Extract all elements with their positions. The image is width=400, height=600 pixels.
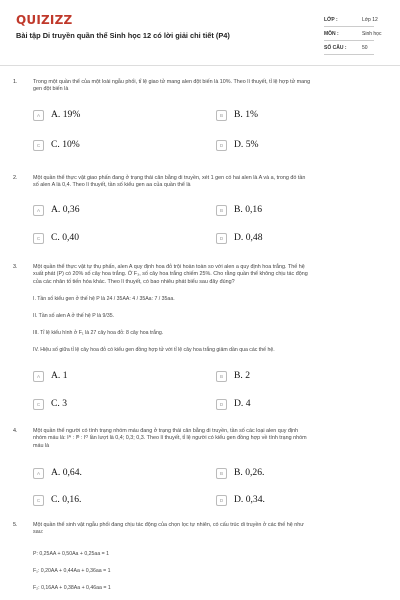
meta-class-label: LỚP :: [324, 17, 338, 23]
question-line: Một quần thể thực vật tự thụ phấn, alen A quy định hoa đỏ trội hoàn toàn so với alen a quy định hoa trắng. Thế hệ: [33, 264, 305, 270]
question-text: [33, 428, 385, 450]
question-number: 5.: [13, 522, 18, 528]
option-b-badge: B: [216, 371, 227, 382]
question-text: [33, 79, 385, 94]
question-line: nhóm máu là: Iᴬ : Iᴮ : Iᴼ lần lượt là 0,4; 0,3; 0,3. Theo lí thuyết, tỉ lệ người có kiểu gen đồng hợp về tính trạng nhóm: [33, 435, 307, 442]
question-line: xuất phát (P) có 20% số cây hoa trắng. Ở F₃, số cây hoa trắng chiếm 25%. Cho rằng quần thể không chịu tác động: [33, 271, 308, 278]
option-a[interactable]: [33, 109, 193, 123]
option-a-text: A. 1: [51, 370, 68, 381]
option-d[interactable]: [216, 494, 376, 508]
option-b-badge: B: [216, 110, 227, 121]
generation-f2: F₂: 0,16AA + 0,38Aa + 0,46aa = 1: [33, 585, 111, 591]
option-b-text: B. 0,16: [234, 204, 262, 215]
option-a[interactable]: [33, 467, 193, 481]
option-a-text: A. 19%: [51, 109, 81, 120]
option-c-text: C. 0,16.: [51, 494, 82, 505]
option-d-text: D. 4: [234, 398, 251, 409]
option-b-text: B. 0,26.: [234, 467, 265, 478]
option-d-badge: D: [216, 233, 227, 244]
option-d-badge: D: [216, 140, 227, 151]
meta-count-label: SỐ CÂU :: [324, 45, 347, 51]
statement-3: III. Tỉ lệ kiểu hình ở F₁ là 27 cây hoa đỏ: 8 cây hoa trắng.: [33, 330, 164, 336]
document-title: Bài tập Di truyền quần thể Sinh học 12 có lời giải chi tiết (P4): [16, 31, 230, 40]
generation-f1: F₁: 0,20AA + 0,44Aa + 0,36aa = 1: [33, 568, 111, 574]
question-line: Một quần thể người có tính trạng nhóm máu đang ở trạng thái cân bằng di truyền, tần số các loại alen quy định: [33, 428, 299, 434]
option-b[interactable]: [216, 370, 376, 384]
question-number: 3.: [13, 264, 18, 270]
question-text: [33, 264, 385, 286]
meta-subject-value: Sinh học: [362, 31, 382, 37]
option-d-badge: D: [216, 495, 227, 506]
question-line: gen đột biến là: [33, 86, 69, 93]
option-b-badge: B: [216, 468, 227, 479]
statement-1: I. Tần số kiểu gen ở thế hệ P là 24 / 35AA: 4 / 35Aa: 7 / 35aa.: [33, 296, 175, 302]
option-c-text: C. 3: [51, 398, 67, 409]
meta-divider: [324, 26, 374, 27]
question-line: Một quần thể thực vật giao phấn đang ở trạng thái cân bằng di truyền, xét 1 gen có hai alen là A và a, trong đó tần: [33, 175, 306, 181]
option-d[interactable]: [216, 398, 376, 412]
quizizz-logo: QUIZIZZ: [16, 13, 73, 27]
option-a-text: A. 0,36: [51, 204, 80, 215]
option-c-text: C. 10%: [51, 139, 80, 150]
option-c[interactable]: [33, 398, 193, 412]
header-divider: [0, 65, 400, 66]
option-c-badge: C: [33, 399, 44, 410]
option-d[interactable]: [216, 139, 376, 153]
question-text: [33, 522, 385, 537]
option-a-badge: A: [33, 205, 44, 216]
meta-subject-label: MÔN :: [324, 31, 339, 37]
meta-count-value: 50: [362, 45, 368, 51]
option-d-text: D. 0,48: [234, 232, 263, 243]
question-number: 2.: [13, 175, 18, 181]
meta-divider: [324, 54, 374, 55]
option-a-badge: A: [33, 110, 44, 121]
question-line: của các nhân tố tiến hóa khác. Theo lí thuyết, có bao nhiêu phát biểu sau đây đúng?: [33, 278, 235, 285]
question-line: sau:: [33, 529, 44, 536]
question-line: Trong một quần thể của một loài ngẫu phối, tỉ lệ giao tử mang alen đột biến là 10%. Theo lí thuyết, tỉ lệ hợp tử mang: [33, 79, 311, 85]
question-text: [33, 175, 385, 190]
option-a-text: A. 0,64.: [51, 467, 82, 478]
option-b[interactable]: [216, 467, 376, 481]
generation-p: P: 0,25AA + 0,50Aa + 0,25aa = 1: [33, 551, 110, 557]
question-number: 1.: [13, 79, 18, 85]
option-c-badge: C: [33, 233, 44, 244]
option-a-badge: A: [33, 371, 44, 382]
option-b[interactable]: [216, 109, 376, 123]
option-d-badge: D: [216, 399, 227, 410]
question-number: 4.: [13, 428, 18, 434]
option-a[interactable]: [33, 204, 193, 218]
question-line: máu là: [33, 442, 50, 449]
document-header: [0, 0, 400, 62]
option-c-text: C. 0,40: [51, 232, 79, 243]
option-c-badge: C: [33, 495, 44, 506]
meta-class-value: Lớp 12: [362, 17, 378, 23]
question-line: số alen A là 0,4. Theo lí thuyết, tần số kiểu gen aa của quần thể là: [33, 182, 191, 189]
option-d[interactable]: [216, 232, 376, 246]
question-line: Một quần thể sinh vật ngẫu phối đang chịu tác động của chọn lọc tự nhiên, có cấu trúc di truyền ở các thế hệ như: [33, 522, 304, 528]
option-c[interactable]: [33, 139, 193, 153]
option-a[interactable]: [33, 370, 193, 384]
option-b-text: B. 1%: [234, 109, 258, 120]
option-d-text: D. 0,34.: [234, 494, 265, 505]
statement-2: II. Tần số alen A ở thế hệ P là 9/35.: [33, 313, 115, 319]
option-c-badge: C: [33, 140, 44, 151]
option-a-badge: A: [33, 468, 44, 479]
option-b-badge: B: [216, 205, 227, 216]
option-b-text: B. 2: [234, 370, 250, 381]
option-b[interactable]: [216, 204, 376, 218]
option-c[interactable]: [33, 494, 193, 508]
meta-divider: [324, 40, 374, 41]
option-c[interactable]: [33, 232, 193, 246]
option-d-text: D. 5%: [234, 139, 259, 150]
statement-4: IV. Hiệu số giữa tỉ lệ cây hoa đỏ có kiểu gen đồng hợp tử với tỉ lệ cây hoa trắng giảm dần qua các thế hệ.: [33, 347, 275, 353]
